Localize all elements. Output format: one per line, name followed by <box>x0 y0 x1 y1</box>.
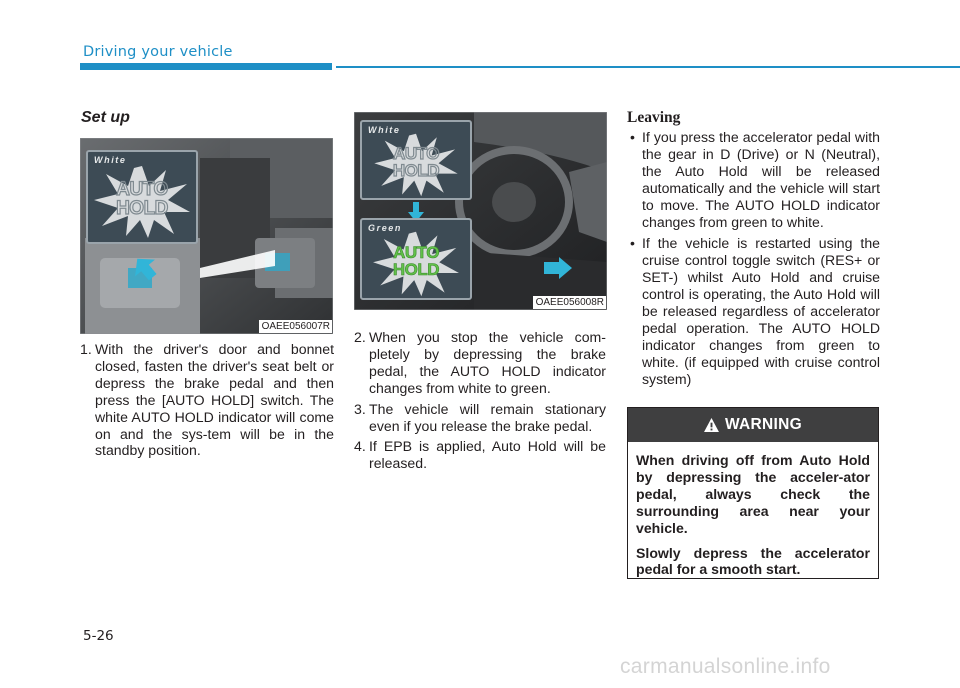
bullet-text: If you press the accelerator pedal with the gear in D (Drive) or N (Neutral), the Auto Hold will be released automatically and the vehicle will start to move. The AUTO HOLD indicator changes from green to white. <box>642 129 880 230</box>
auto-hold-green-text: AUTO HOLD <box>392 242 440 279</box>
warning-paragraph: When driving off from Auto Hold by depressing the acceler-ator pedal, always check the surrounding area near your vehicle. <box>636 452 870 536</box>
indicator-badge-white <box>86 150 198 244</box>
step-number: 1. <box>80 341 92 357</box>
step-item <box>80 341 334 459</box>
badge-label-white: White <box>368 125 401 135</box>
header-rule-thin <box>336 66 960 68</box>
auto-hold-white-text: AUTO HOLD <box>392 143 440 180</box>
steps-column-2 <box>354 329 606 476</box>
step-text: With the driver's door and bonnet closed, fasten the driver's seat belt or depress the brake pedal and then press the [AUTO HOLD] switch. The white AUTO HOLD indicator will come on and the sys-tem will be in the standby position. <box>95 341 334 459</box>
figure-auto-hold-indicator <box>354 112 607 310</box>
bullet-mark: • <box>630 235 635 252</box>
step-item <box>354 329 606 397</box>
warning-header <box>628 408 878 442</box>
section-title: Driving your vehicle <box>83 44 233 60</box>
badge-label-white: White <box>94 155 127 165</box>
step-text: When you stop the vehicle com-pletely by depressing the brake pedal, the AUTO HOLD indicator changes from white to green. <box>369 329 606 396</box>
figure-auto-hold-switch <box>80 138 333 334</box>
step-item <box>354 401 606 435</box>
step-text: If EPB is applied, Auto Hold will be released. <box>369 438 606 472</box>
indicator-badge-white-top <box>360 120 472 200</box>
setup-heading: Set up <box>81 109 130 126</box>
step-number: 2. <box>354 329 366 345</box>
watermark: carmanualsonline.info <box>620 655 831 678</box>
figure-code: OAEE056007R <box>259 320 332 333</box>
bullet-mark: • <box>630 129 635 145</box>
bullet-text: If the vehicle is restarted using the cruise control toggle switch (RES+ or SET-) whilst Auto Hold and cruise control is operating, the Auto Hold will be released regardless of accelerator pedal operation. The AUTO HOLD indicator changes from green to white. (if equipped with cruise control system) <box>642 235 880 387</box>
bullet-item <box>627 235 880 387</box>
warning-box <box>627 407 879 579</box>
indicator-badge-green <box>360 218 472 300</box>
step-number: 3. <box>354 400 366 417</box>
page-number: 5-26 <box>83 628 114 644</box>
auto-hold-white-text: AUTO HOLD <box>116 178 168 219</box>
header-rule-thick <box>80 63 332 70</box>
warning-paragraph: Slowly depress the accelerator pedal for a smooth start. <box>636 544 870 578</box>
steps-column-1 <box>80 341 334 463</box>
leaving-heading: Leaving <box>627 109 681 126</box>
warning-triangle-icon <box>704 418 719 432</box>
badge-label-green: Green <box>368 223 403 233</box>
bullet-item <box>627 129 880 230</box>
step-text: The vehicle will remain stationary even if you release the brake pedal. <box>369 400 606 434</box>
leaving-list <box>627 129 880 393</box>
step-number: 4. <box>354 438 366 455</box>
step-item <box>354 438 606 472</box>
figure-code: OAEE056008R <box>533 296 606 309</box>
warning-title: WARNING <box>724 416 802 433</box>
warning-body <box>628 442 878 578</box>
